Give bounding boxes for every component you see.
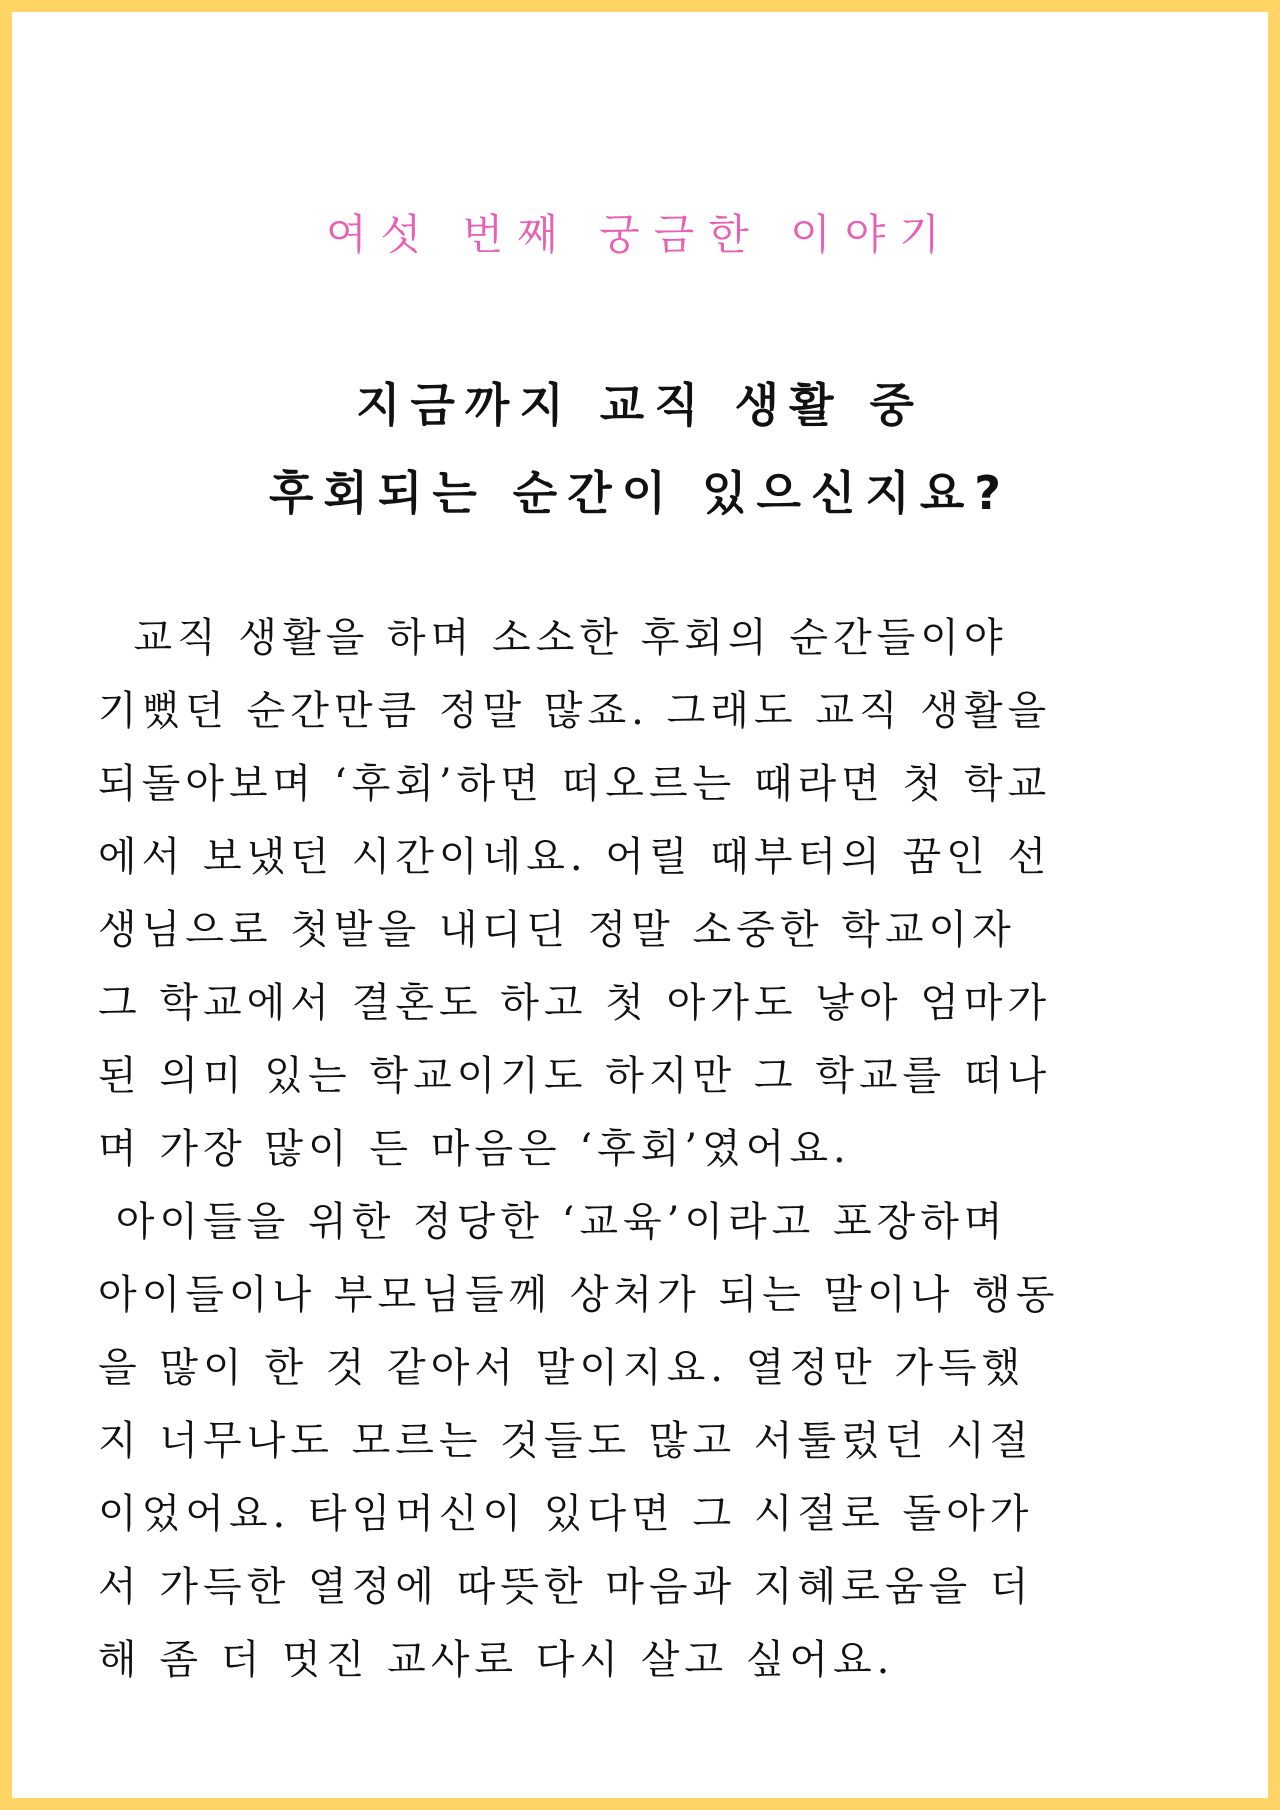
answer-line: 아이들을 위한 정당한 ‘교육’이라고 포장하며 [98, 1199, 1008, 1245]
section-kicker: 여섯 번째 궁금한 이야기 [326, 210, 954, 259]
answer-line: 된 의미 있는 학교이기도 하지만 그 학교를 떠나 [98, 1053, 1052, 1099]
answer-line: 그 학교에서 결혼도 하고 첫 아가도 낳아 엄마가 [98, 980, 1052, 1026]
answer-line: 기뻤던 순간만큼 정말 많죠. 그래도 교직 생활을 [98, 688, 1052, 734]
answer-line: 아이들이나 부모님들께 상처가 되는 말이나 행동 [98, 1272, 1060, 1318]
answer-line: 이었어요. 타임머신이 있다면 그 시절로 돌아가 [98, 1491, 1034, 1537]
answer-line: 서 가득한 열정에 따뜻한 마음과 지혜로움을 더 [98, 1564, 1034, 1610]
question-line-1: 지금까지 교직 생활 중 [356, 378, 924, 432]
answer-line: 교직 생활을 하며 소소한 후회의 순간들이야 [98, 615, 1008, 661]
answer-line: 며 가장 많이 든 마음은 ‘후회’였어요. [98, 1126, 851, 1172]
answer-line: 생님으로 첫발을 내디딘 정말 소중한 학교이자 [98, 907, 1016, 953]
answer-line: 지 너무나도 모르는 것들도 많고 서툴렀던 시절 [98, 1418, 1034, 1464]
answer-line: 에서 보냈던 시간이네요. 어릴 때부터의 꿈인 선 [98, 834, 1052, 880]
question-line-2: 후회되는 순간이 있으신지요? [269, 466, 1011, 520]
answer-line: 되돌아보며 ‘후회’하면 떠오르는 때라면 첫 학교 [98, 761, 1052, 807]
answer-line: 을 많이 한 것 같아서 말이지요. 열정만 가득했 [98, 1345, 1026, 1391]
answer-body [98, 602, 1218, 1697]
answer-line: 해 좀 더 멋진 교사로 다시 살고 싶어요. [98, 1637, 895, 1683]
